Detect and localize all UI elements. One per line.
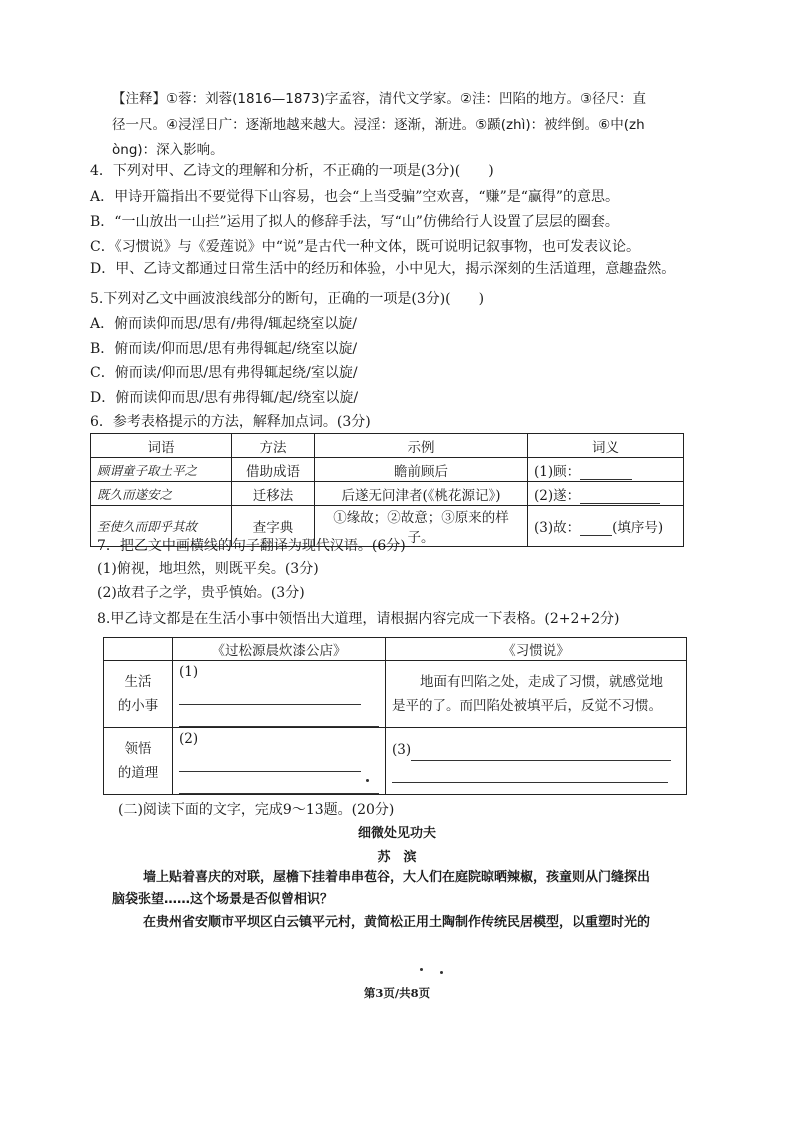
q6-word: 既久而遂安之 <box>91 482 232 506</box>
q8-answer-cell <box>173 728 386 795</box>
q6-example: 后遂无问津者(《桃花源记》) <box>315 482 528 506</box>
q6-header-method: 方法 <box>232 434 315 458</box>
answer-blank[interactable] <box>580 479 632 480</box>
q6-stem: 6．参考表格提示的方法，解释加点词。(3分) <box>90 414 371 430</box>
q4-stem: 4．下列对甲、乙诗文的理解和分析，不正确的一项是(3分)( ) <box>90 163 494 179</box>
q6-meaning-label: (2)遂： <box>534 487 581 504</box>
q8-row-label-line2: 的小事 <box>117 698 159 714</box>
article-author: 苏 滨 <box>377 850 417 865</box>
q8-row-label-line2: 的道理 <box>117 765 159 781</box>
q8-header-poem: 《过松源晨炊漆公店》 <box>173 638 386 661</box>
q6-table <box>90 433 684 547</box>
scan-speck <box>440 971 443 974</box>
q8-blank-label: (2) <box>179 731 199 747</box>
note-line-1: 【注释】①蓉：刘蓉(1816—1873)字孟容，清代文学家。②洼：凹陷的地方。③径尺：直 <box>112 91 647 107</box>
q7-sentence-2: (2)故君子之学，贵乎慎始。(3分) <box>97 585 305 601</box>
q4-option-a: A．甲诗开篇指出不要觉得下山容易，也会“上当受骗”空欢喜，“赚”是“赢得”的意思。 <box>90 189 620 205</box>
q6-example: 瞻前顾后 <box>315 458 528 482</box>
q8-row-label-line1: 领悟 <box>124 741 152 757</box>
answer-blank[interactable] <box>179 726 379 727</box>
q6-method: 迁移法 <box>232 482 315 506</box>
q6-method: 借助成语 <box>232 458 315 482</box>
q8-table-header <box>104 638 687 661</box>
q5-option-a: A．俯而读仰而思/思有/弗得/辄起绕室以旋/ <box>90 316 357 332</box>
article-paragraph-1-line2: 脑袋张望……这个场景是否似曾相识？ <box>112 892 334 907</box>
q7-sentence-1: (1)俯视，地坦然，则既平矣。(3分) <box>97 561 319 577</box>
table-row <box>91 458 684 482</box>
q6-meaning-suffix: (填序号) <box>612 520 664 536</box>
q6-word: 至使久而即乎其故 <box>91 506 232 547</box>
q8-blank-label: (1) <box>179 664 199 680</box>
q6-word: 顾谓童子取土平之 <box>91 458 232 482</box>
q5-option-b: B．俯而读/仰而思/思有弗得辄起/绕室以旋/ <box>90 341 358 357</box>
scan-speck <box>420 968 423 971</box>
q5-option-d: D．俯而读仰而思/思有弗得辄/起/绕室以旋/ <box>90 390 359 406</box>
table-row <box>104 661 687 728</box>
q6-meaning <box>528 458 684 482</box>
q6-meaning <box>528 482 684 506</box>
q6-example: ①缘故；②故意；③原来的样子。 <box>315 506 528 547</box>
note-line-2: 径一尺。④浸淫日广：逐渐地越来越大。浸淫：逐渐，渐进。⑤踬(zhì)：被绊倒。⑥中(zh <box>112 117 645 133</box>
scan-speck <box>366 779 369 782</box>
q8-header-essay: 《习惯说》 <box>386 638 687 661</box>
q4-option-b: B．“一山放出一山拦”运用了拟人的修辞手法，写“山”仿佛给行人设置了层层的圈套。 <box>90 214 619 230</box>
q8-table <box>103 637 687 795</box>
article-paragraph-1-line1: 墙上贴着喜庆的对联，屋檐下挂着串串苞谷，大人们在庭院晾晒辣椒，孩童则从门缝探出 <box>143 870 651 885</box>
note-line-3: òng)：深入影响。 <box>112 142 224 158</box>
q8-stem: 8.甲乙诗文都是在生活小事中领悟出大道理，请根据内容完成一下表格。(2+2+2分) <box>97 611 620 627</box>
q6-meaning <box>528 506 684 547</box>
answer-blank[interactable] <box>580 503 660 504</box>
q6-meaning-label: (3)故： <box>534 520 581 536</box>
answer-blank[interactable] <box>392 782 668 783</box>
page-number: 第3页/共8页 <box>363 986 431 1000</box>
article-title: 细微处见功夫 <box>357 826 436 841</box>
q8-given-line1: 地面有凹陷之处，走成了习惯，就感觉地 <box>420 674 663 690</box>
q8-answer-cell <box>386 728 687 795</box>
answer-blank[interactable] <box>179 793 379 794</box>
q6-meaning-label: (1)顾： <box>534 463 581 480</box>
q6-header-word: 词语 <box>91 434 232 458</box>
q4-option-c: C．《习惯说》与《爱莲说》中“说”是古代一种文体，既可说明记叙事物，也可发表议论。 <box>90 239 641 255</box>
q6-header-meaning: 词义 <box>528 434 684 458</box>
table-row <box>91 482 684 506</box>
q5-stem: 5.下列对乙文中画波浪线部分的断句，正确的一项是(3分)( ) <box>90 291 485 307</box>
q8-given-line2: 是平的了。而凹陷处被填平后，反觉不习惯。 <box>392 698 662 714</box>
table-row <box>104 728 687 795</box>
q8-answer-cell <box>173 661 386 728</box>
q6-method: 查字典 <box>232 506 315 547</box>
q6-table-header <box>91 434 684 458</box>
article-paragraph-2: 在贵州省安顺市平坝区白云镇平元村，黄简松正用土陶制作传统民居模型，以重塑时光的 <box>143 915 651 930</box>
q8-blank-label: (3) <box>392 742 412 758</box>
q5-option-c: C．俯而读/仰而思/思有弗得辄起绕/室以旋/ <box>90 365 358 381</box>
q8-row-label-line1: 生活 <box>124 674 152 690</box>
q8-given-cell <box>386 661 687 728</box>
section-2-heading: (二)阅读下面的文字，完成9～13题。(20分) <box>118 802 395 818</box>
q6-header-example: 示例 <box>315 434 528 458</box>
q8-row-label <box>104 661 173 728</box>
q8-header-empty <box>104 638 173 661</box>
q7-stem: 7．把乙文中画横线的句子翻译为现代汉语。(6分) <box>97 538 406 554</box>
answer-blank[interactable] <box>580 535 612 536</box>
q8-row-label <box>104 728 173 795</box>
q4-option-d: D．甲、乙诗文都通过日常生活中的经历和体验，小中见大，揭示深刻的生活道理，意趣盎然。 <box>90 261 676 277</box>
